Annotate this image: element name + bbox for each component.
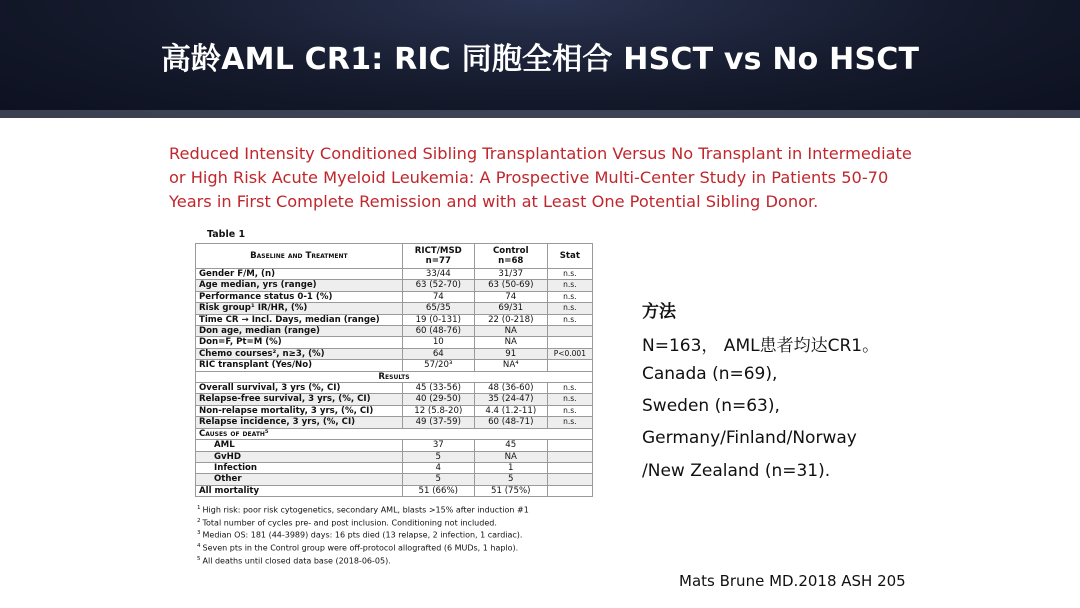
row-label: Relapse incidence, 3 yrs, (%, CI) bbox=[196, 417, 403, 428]
footnote-number: 5 bbox=[197, 555, 201, 562]
header-control bbox=[474, 244, 547, 269]
control-value: 31/37 bbox=[474, 269, 547, 280]
control-value: 51 (75%) bbox=[474, 485, 547, 496]
control-value: 69/31 bbox=[474, 303, 547, 314]
table-header-row bbox=[196, 244, 593, 269]
rict-value: 65/35 bbox=[402, 303, 474, 314]
table-row bbox=[196, 474, 593, 485]
header-baseline: Baseline and Treatment bbox=[196, 244, 403, 269]
row-label: Chemo courses², n≥3, (%) bbox=[196, 348, 403, 359]
causes-section-header bbox=[196, 428, 593, 439]
stat-value: n.s. bbox=[547, 269, 592, 280]
study-title-line: Years in First Complete Remission and with at Least One Potential Sibling Donor. bbox=[169, 192, 819, 211]
study-title-line: or High Risk Acute Myeloid Leukemia: A Prospective Multi-Center Study in Patients 50-70 bbox=[169, 168, 889, 187]
row-label: GvHD bbox=[196, 451, 403, 462]
table-body bbox=[196, 269, 593, 497]
table-row bbox=[196, 394, 593, 405]
study-title-line: Reduced Intensity Conditioned Sibling Transplantation Versus No Transplant in Intermediate bbox=[169, 144, 912, 163]
control-value: 60 (48-71) bbox=[474, 417, 547, 428]
rict-value: 33/44 bbox=[402, 269, 474, 280]
control-value: NA bbox=[474, 337, 547, 348]
row-label: All mortality bbox=[196, 485, 403, 496]
rict-value: 37 bbox=[402, 440, 474, 451]
row-label: Non-relapse mortality, 3 yrs, (%, CI) bbox=[196, 405, 403, 416]
stat-value: n.s. bbox=[547, 394, 592, 405]
citation: Mats Brune MD.2018 ASH 205 bbox=[679, 572, 906, 590]
control-value: 5 bbox=[474, 474, 547, 485]
study-title bbox=[169, 142, 949, 214]
table-caption: Table 1 bbox=[207, 229, 246, 240]
footnote-text: All deaths until closed data base (2018-06-05). bbox=[202, 556, 391, 566]
results-section-header bbox=[196, 371, 593, 382]
rict-value: 5 bbox=[402, 451, 474, 462]
rict-value: 12 (5.8-20) bbox=[402, 405, 474, 416]
control-value: NA bbox=[474, 326, 547, 337]
row-label: AML bbox=[196, 440, 403, 451]
footnote bbox=[197, 503, 605, 516]
methods-heading: 方法 bbox=[642, 302, 676, 322]
header-control-line2: n=68 bbox=[498, 256, 524, 266]
table-row bbox=[196, 405, 593, 416]
header-rict-line1: RICT/MSD bbox=[414, 246, 462, 256]
methods-line: N=163， AML患者均达CR1。 bbox=[642, 336, 880, 356]
footnote-text: High risk: poor risk cytogenetics, secondary AML, blasts >15% after induction #1 bbox=[202, 505, 529, 515]
row-label: Other bbox=[196, 474, 403, 485]
row-label: Overall survival, 3 yrs (%, CI) bbox=[196, 383, 403, 394]
control-value: NA bbox=[474, 451, 547, 462]
header-control-line1: Control bbox=[493, 246, 529, 256]
stat-value bbox=[547, 474, 592, 485]
stat-value: n.s. bbox=[547, 383, 592, 394]
stat-value bbox=[547, 337, 592, 348]
table-row bbox=[196, 291, 593, 302]
stat-value bbox=[547, 440, 592, 451]
methods-line: Germany/Finland/Norway bbox=[642, 428, 857, 448]
rict-value: 45 (33-56) bbox=[402, 383, 474, 394]
baseline-table-figure bbox=[195, 229, 605, 569]
footnote bbox=[197, 554, 605, 567]
stat-value bbox=[547, 462, 592, 473]
row-label: Performance status 0-1 (%) bbox=[196, 291, 403, 302]
total-row bbox=[196, 485, 593, 496]
results-section-header-label: Results bbox=[196, 371, 593, 382]
control-value: NA⁴ bbox=[474, 360, 547, 371]
rict-value: 19 (0-131) bbox=[402, 314, 474, 325]
rict-value: 40 (29-50) bbox=[402, 394, 474, 405]
table-row bbox=[196, 269, 593, 280]
rict-value: 5 bbox=[402, 474, 474, 485]
stat-value bbox=[547, 451, 592, 462]
table-row bbox=[196, 348, 593, 359]
footnote bbox=[197, 516, 605, 529]
control-value: 1 bbox=[474, 462, 547, 473]
footnote-number: 2 bbox=[197, 517, 201, 524]
table-row bbox=[196, 440, 593, 451]
stat-value: n.s. bbox=[547, 314, 592, 325]
row-label: Infection bbox=[196, 462, 403, 473]
table-row bbox=[196, 417, 593, 428]
row-label: Relapse-free survival, 3 yrs, (%, CI) bbox=[196, 394, 403, 405]
control-value: 35 (24-47) bbox=[474, 394, 547, 405]
row-label: Don=F, Pt=M (%) bbox=[196, 337, 403, 348]
footnote-text: Seven pts in the Control group were off-protocol allografted (6 MUDs, 1 haplo). bbox=[202, 543, 519, 553]
methods-line: Sweden (n=63), bbox=[642, 396, 780, 416]
control-value: 4.4 (1.2-11) bbox=[474, 405, 547, 416]
row-label: Don age, median (range) bbox=[196, 326, 403, 337]
control-value: 48 (36-60) bbox=[474, 383, 547, 394]
stat-value: n.s. bbox=[547, 280, 592, 291]
title-bar-divider bbox=[0, 110, 1080, 118]
row-label: Age median, yrs (range) bbox=[196, 280, 403, 291]
causes-section-header-label: Causes of death⁵ bbox=[196, 428, 593, 439]
rict-value: 49 (37-59) bbox=[402, 417, 474, 428]
stat-value: n.s. bbox=[547, 405, 592, 416]
slide-title: 高龄AML CR1: RIC 同胞全相合 HSCT vs No HSCT bbox=[160, 42, 920, 77]
control-value: 74 bbox=[474, 291, 547, 302]
footnote-text: Median OS: 181 (44-3989) days: 16 pts died (13 relapse, 2 infection, 1 cardiac). bbox=[202, 531, 523, 541]
table-row bbox=[196, 383, 593, 394]
header-rict bbox=[402, 244, 474, 269]
rict-value: 63 (52-70) bbox=[402, 280, 474, 291]
baseline-table bbox=[195, 243, 593, 497]
table-row bbox=[196, 303, 593, 314]
stat-value: n.s. bbox=[547, 291, 592, 302]
stat-value bbox=[547, 360, 592, 371]
table-row bbox=[196, 451, 593, 462]
rict-value: 4 bbox=[402, 462, 474, 473]
footnote bbox=[197, 541, 605, 554]
rict-value: 60 (48-76) bbox=[402, 326, 474, 337]
row-label: Time CR → Incl. Days, median (range) bbox=[196, 314, 403, 325]
table-footnotes bbox=[195, 503, 605, 566]
table-row bbox=[196, 337, 593, 348]
header-rict-line2: n=77 bbox=[425, 256, 451, 266]
control-value: 45 bbox=[474, 440, 547, 451]
rict-value: 51 (66%) bbox=[402, 485, 474, 496]
stat-value bbox=[547, 485, 592, 496]
header-stat: Stat bbox=[547, 244, 592, 269]
row-label: RIC transplant (Yes/No) bbox=[196, 360, 403, 371]
table-row bbox=[196, 314, 593, 325]
control-value: 63 (50-69) bbox=[474, 280, 547, 291]
table-row bbox=[196, 280, 593, 291]
footnote-number: 3 bbox=[197, 530, 201, 537]
table-row bbox=[196, 326, 593, 337]
rict-value: 64 bbox=[402, 348, 474, 359]
methods-line: /New Zealand (n=31). bbox=[642, 461, 831, 481]
footnote-number: 4 bbox=[197, 543, 201, 550]
stat-value bbox=[547, 326, 592, 337]
table-row bbox=[196, 462, 593, 473]
stat-value: n.s. bbox=[547, 417, 592, 428]
rict-value: 10 bbox=[402, 337, 474, 348]
row-label: Gender F/M, (n) bbox=[196, 269, 403, 280]
footnote-number: 1 bbox=[197, 505, 201, 512]
rict-value: 57/20³ bbox=[402, 360, 474, 371]
control-value: 91 bbox=[474, 348, 547, 359]
rict-value: 74 bbox=[402, 291, 474, 302]
control-value: 22 (0-218) bbox=[474, 314, 547, 325]
row-label: Risk group¹ IR/HR, (%) bbox=[196, 303, 403, 314]
stat-value: P<0.001 bbox=[547, 348, 592, 359]
title-bar bbox=[0, 0, 1080, 118]
stat-value: n.s. bbox=[547, 303, 592, 314]
footnote bbox=[197, 528, 605, 541]
table-row bbox=[196, 360, 593, 371]
methods-line: Canada (n=69), bbox=[642, 364, 778, 384]
footnote-text: Total number of cycles pre- and post inclusion. Conditioning not included. bbox=[202, 518, 497, 528]
